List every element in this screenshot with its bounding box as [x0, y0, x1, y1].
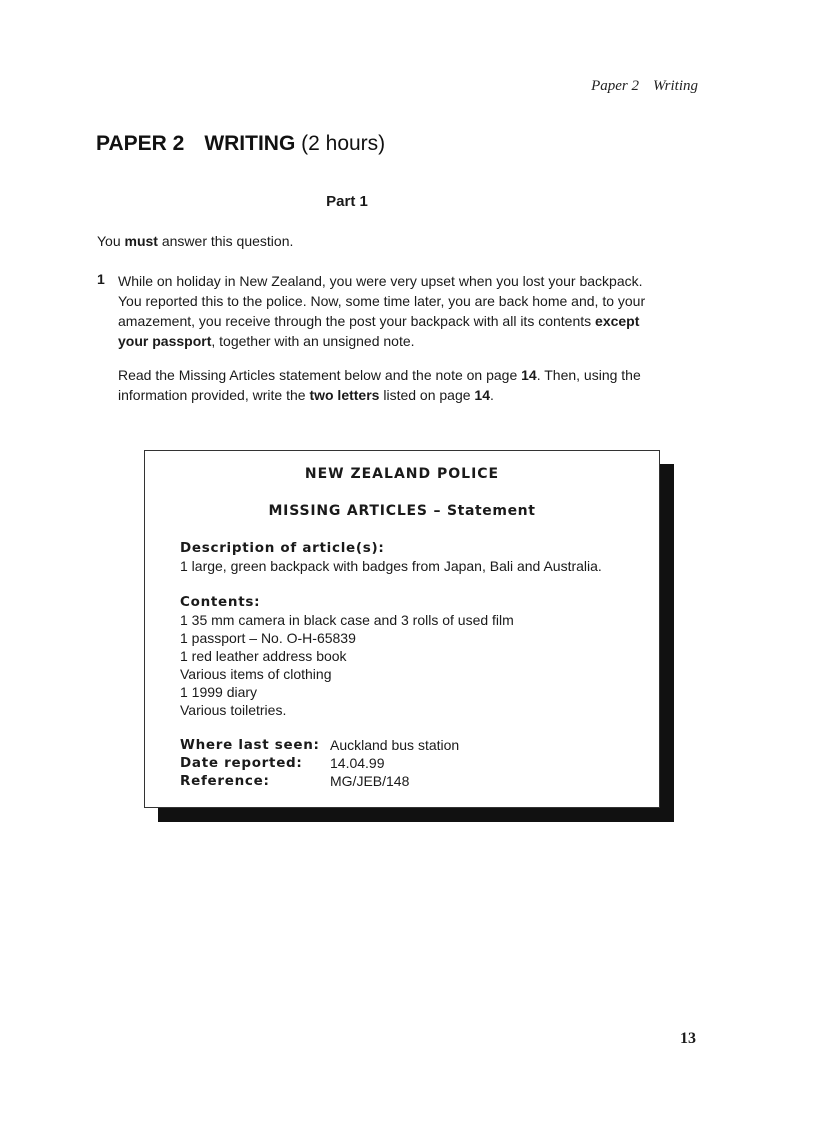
- instruction-post: answer this question.: [157, 233, 294, 249]
- reference-label: Reference:: [180, 773, 270, 789]
- part-heading: Part 1: [326, 193, 368, 210]
- description-label: Description of article(s):: [180, 540, 385, 556]
- title-duration: (2 hours): [301, 132, 386, 155]
- instruction-pre: You: [97, 233, 125, 249]
- title-subject: WRITING: [204, 132, 296, 155]
- page-title: [96, 132, 385, 156]
- list-item: Various items of clothing: [180, 666, 332, 682]
- contents-list: [180, 611, 650, 719]
- description-value: 1 large, green backpack with badges from Japan, Bali and Australia.: [180, 558, 602, 574]
- running-head-paper: Paper 2: [591, 78, 639, 94]
- date-row: [180, 754, 650, 772]
- q2-text-1: Read the Missing Articles statement below and the note on page: [118, 367, 522, 383]
- title-paper: PAPER 2: [96, 132, 185, 155]
- q1-text: While on holiday in New Zealand, you were very upset when you lost your backpack. You reported this to the police. Now, some time later, you are back home and, to your amazement, you receive through the post your backpack with all its contents: [118, 273, 646, 329]
- subheading-main: MISSING ARTICLES: [268, 503, 428, 519]
- reference-value: MG/JEB/148: [330, 773, 410, 789]
- q2-text-3: listed on page: [379, 387, 475, 403]
- subheading-dash: –: [427, 503, 447, 519]
- q2-text-2: . Then, using the information provided, write the: [118, 367, 641, 403]
- question-number: 1: [97, 271, 105, 287]
- description-section: [180, 539, 650, 575]
- list-item: 1 1999 diary: [180, 684, 258, 700]
- q2-bold-3: 14: [474, 387, 490, 403]
- list-item: 1 35 mm camera in black case and 3 rolls of used film: [180, 612, 514, 628]
- running-head-section: Writing: [652, 78, 698, 94]
- q2-bold-1: 14: [521, 367, 537, 383]
- list-item: 1 passport – No. O-H-65839: [180, 630, 356, 646]
- q1-bold: except your passport: [118, 313, 640, 349]
- question-text: [118, 271, 658, 419]
- where-value: Auckland bus station: [330, 737, 460, 753]
- page-number: 13: [680, 1030, 696, 1047]
- report-details: [180, 736, 650, 790]
- q1-text-end: , together with an unsigned note.: [211, 333, 415, 349]
- list-item: 1 red leather address book: [180, 648, 347, 664]
- question-paragraph-2: [118, 365, 658, 405]
- question-paragraph-1: [118, 271, 658, 351]
- instruction-emphasis: must: [124, 233, 158, 249]
- reference-row: [180, 772, 650, 790]
- contents-section: [180, 593, 650, 719]
- date-label: Date reported:: [180, 755, 303, 771]
- running-head: [591, 78, 698, 95]
- q2-bold-2: two letters: [309, 387, 380, 403]
- q2-text-4: .: [490, 387, 494, 403]
- missing-articles-statement: [144, 450, 660, 808]
- list-item: Various toiletries.: [180, 702, 287, 718]
- statement-subheading: [145, 503, 659, 519]
- instruction: [97, 233, 293, 249]
- subheading-tail: Statement: [446, 503, 536, 519]
- where-row: [180, 736, 650, 754]
- statement-heading: NEW ZEALAND POLICE: [304, 466, 500, 482]
- where-label: Where last seen:: [180, 737, 320, 753]
- date-value: 14.04.99: [330, 755, 385, 771]
- contents-label: Contents:: [180, 594, 261, 610]
